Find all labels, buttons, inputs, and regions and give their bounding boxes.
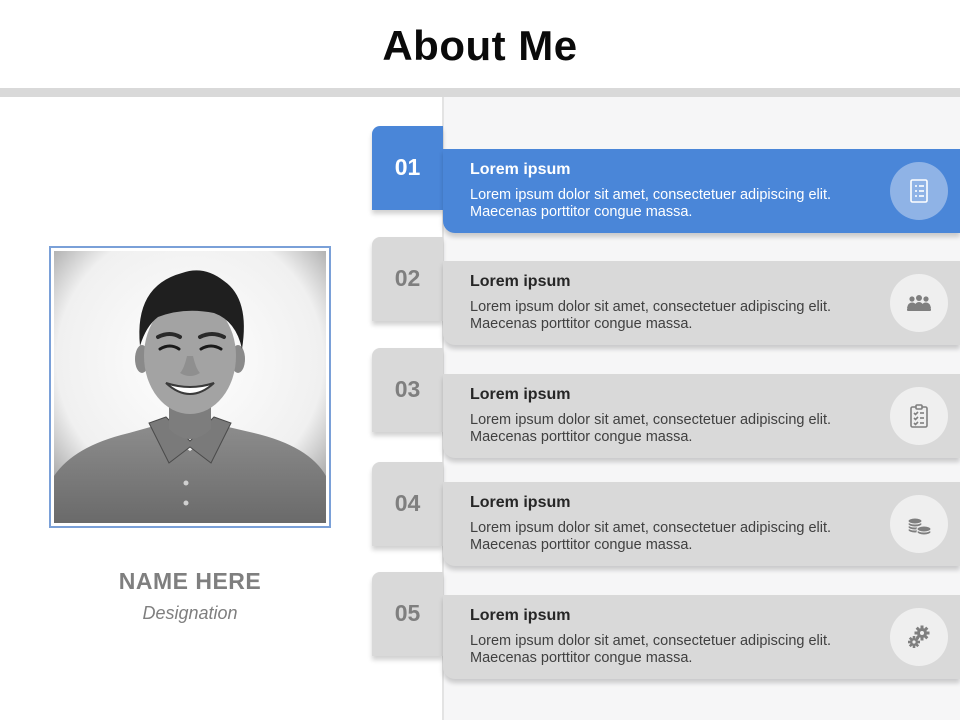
slide-header (0, 0, 960, 88)
item-number-tab-03 (372, 348, 443, 432)
item-description: Lorem ipsum dolor sit amet, consectetuer adipiscing elit. Maecenas porttitor congue massa. (470, 520, 832, 553)
team-icon (890, 274, 948, 332)
item-bar-05 (443, 595, 960, 679)
item-description: Lorem ipsum dolor sit amet, consectetuer adipiscing elit. Maecenas porttitor congue massa. (470, 633, 832, 666)
profile-designation: Designation (142, 603, 238, 623)
item-number-tab-05 (372, 572, 443, 656)
item-number: 05 (394, 600, 421, 626)
item-title: Lorem ipsum (470, 607, 571, 624)
profile-photo-frame (49, 246, 331, 528)
item-number: 04 (394, 490, 421, 516)
item-number-tab-01 (372, 126, 443, 210)
item-number: 01 (394, 154, 421, 180)
document-list-icon (890, 162, 948, 220)
item-description: Lorem ipsum dolor sit amet, consectetuer adipiscing elit. Maecenas porttitor congue massa. (470, 412, 832, 445)
item-description: Lorem ipsum dolor sit amet, consectetuer adipiscing elit. Maecenas porttitor congue massa. (470, 187, 832, 220)
slide-title: About Me (382, 22, 578, 69)
header-divider (0, 88, 960, 97)
item-number-tab-04 (372, 462, 443, 546)
item-number: 03 (394, 376, 421, 402)
item-bar-04 (443, 482, 960, 566)
item-title: Lorem ipsum (470, 161, 571, 178)
item-description: Lorem ipsum dolor sit amet, consectetuer adipiscing elit. Maecenas porttitor congue massa. (470, 299, 832, 332)
item-title: Lorem ipsum (470, 494, 571, 511)
item-title: Lorem ipsum (470, 386, 571, 403)
item-bar-02 (443, 261, 960, 345)
item-number-tab-02 (372, 237, 443, 321)
clipboard-checklist-icon (890, 387, 948, 445)
gears-icon (890, 608, 948, 666)
profile-photo (54, 251, 326, 523)
profile-name: NAME HERE (118, 568, 262, 594)
item-bar-03 (443, 374, 960, 458)
item-number: 02 (394, 265, 421, 291)
item-title: Lorem ipsum (470, 273, 571, 290)
item-bar-01 (443, 149, 960, 233)
coins-icon (890, 495, 948, 553)
